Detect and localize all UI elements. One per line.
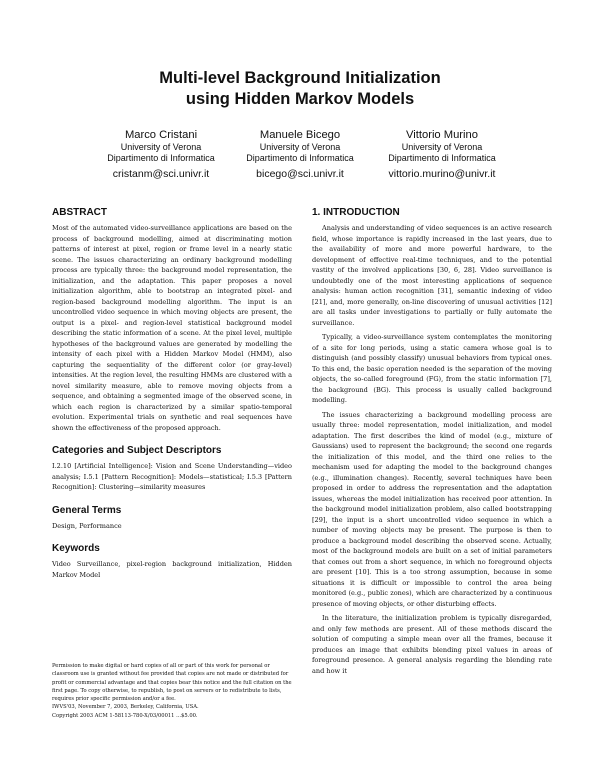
author-department: Dipartimento di Informatica [107,153,215,163]
author-affiliation: University of Verona [401,142,483,152]
abstract-heading: ABSTRACT [52,207,107,218]
title-line-1: Multi-level Background Initialization [159,69,441,87]
categories-text: I.2.10 [Artificial Intelligence]: Vision and Scene Understanding—video analysis; I.5.1 [Pattern Recognition]: Models—statistical; I.5.3 [Pattern Recognition]: Clustering—similarity measures [52,462,292,491]
author-name: Marco Cristani [124,129,198,141]
author-department: Dipartimento di Informatica [388,153,496,163]
title-line-2: using Hidden Markov Models [185,90,415,108]
author-1 [81,128,241,181]
left-column [52,206,292,580]
author-email: bicego@sci.univr.it [256,168,344,180]
general-terms-heading: General Terms [52,504,122,516]
right-column [312,206,552,676]
author-name: Manuele Bicego [259,129,341,141]
author-3 [362,128,522,181]
author-2 [220,128,380,181]
intro-paragraph: In the literature, the initialization problem is typically disregarded, and only few methods are present. All of these methods discard the solution of computing a simple mean over all the frames, because it produces an image that exhibits blending pixel values in areas of foreground presence. A general analysis regarding the blending rate and how it [312,614,552,675]
venue-line: IWVS'03, November 7, 2003, Berkeley, California, USA. [52,704,199,711]
abstract-text: Most of the automated video-surveillance applications are based on the process of background modelling, aimed at discriminating motion patterns of interest at pixel, region or frame level in a nearly static scene. The issues characterizing an ordinary background modelling process are typically three: the background model representation, the initialization, and the adaptation. This paper proposes a novel initialization algorithm, able to bootstrap an integrated pixel- and region-based background modelling algorithm. The input is an uncontrolled video sequence in which moving objects are present, the output is a pixel- and region-level statistical background model describing the static information of a scene. At the pixel level, multiple hypotheses of the background values are generated by modelling the intensity of each pixel with a Hidden Markov Model (HMM), also capturing the sequentiality of the different color (or gray-level) intensities. At the region level, the resulting HMMs are clustered with a novel similarity measure, able to remove moving objects from a sequence, and obtaining a segmented image of the observed scene, in which each region is characterized by a similar spatio-temporal evolution. Experimental trials on synthetic and real sequences have shown the effectiveness of the proposed approach. [52,224,292,432]
keywords-heading: Keywords [52,543,100,554]
author-email: vittorio.murino@univr.it [388,168,496,180]
intro-paragraph: Typically, a video-surveillance system contemplates the monitoring of a site for long periods, using a static camera whose goal is to distinguish (and possibly classify) unusual behaviors from typical ones. To this end, the basic operation needed is the separation of the moving objects, the so-called foreground (FG), from the static information [7], the background (BG). This process is usually called background modelling. [312,333,552,404]
author-affiliation: University of Verona [259,142,341,152]
author-name: Vittorio Murino [406,129,478,141]
intro-paragraph: The issues characterizing a background modelling process are usually three: model representation, model initialization, and model adaptation. The first describes the kind of model (e.g., mixture of Gaussians) used to represent the background; the second one regards the initialization of this model, and the third one relies to the mechanism used for adapting the model to the background changes (e.g., illumination changes). Recently, several techniques have been proposed in order to address the representation and the adaptation issues, whereas the model initialization has received poor attention. In the background model initialization problem, also called bootstrapping [29], the input is a short uncontrolled video sequence in which a number of moving objects may be present. The purpose is then to produce a background model describing the observed scene. Actually, most of the background models are built on a set of initial parameters that comes out from a short sequence, in which no foreground objects are present [10]. This is a too strong assumption, because in some situations it is difficult or impossible to control the area being monitored (e.g., public zones), which are characterized by a continuous presence of moving objects, or other disturbing effects. [312,410,552,608]
introduction-heading: 1. INTRODUCTION [312,207,400,218]
general-terms-text: Design, Performance [52,521,122,530]
permission-notice: Permission to make digital or hard copies of all or part of this work for personal or classroom use is granted without fee provided that copies are not made or distributed for profit or commercial advantage and that copies bear this notice and the full citation on the first page. To copy otherwise, to republish, to post on servers or to redistribute to lists, requires prior specific permission and/or a fee. [52,663,292,703]
paper-title [0,68,600,110]
keywords-text: Video Surveillance, pixel-region background initialization, Hidden Markov Model [52,560,292,579]
author-block [0,128,600,188]
copyright-line: Copyright 2003 ACM 1-58113-780-X/03/00011 ...$5.00. [52,712,198,719]
intro-paragraph: Analysis and understanding of video sequences is an active research field, whose importance is rapidly increased in the last years, due to the availability of more and more powerful hardware, to the development of effective real-time techniques, and to the potential vastity of the involved applications [30, 6, 28]. Video surveillance is undoubtedly one of the most interesting applications of sequence analysis: human action recognition [31], semantic indexing of video [21], and, more generally, on-line discovering of unusual activities [12] are all tasks under investigations to partially or fully automate the surveillance. [312,224,552,327]
categories-heading: Categories and Subject Descriptors [52,445,222,456]
author-department: Dipartimento di Informatica [246,153,354,163]
author-email: cristanm@sci.univr.it [112,168,210,180]
copyright-footnote [52,662,292,720]
author-affiliation: University of Verona [120,142,202,152]
